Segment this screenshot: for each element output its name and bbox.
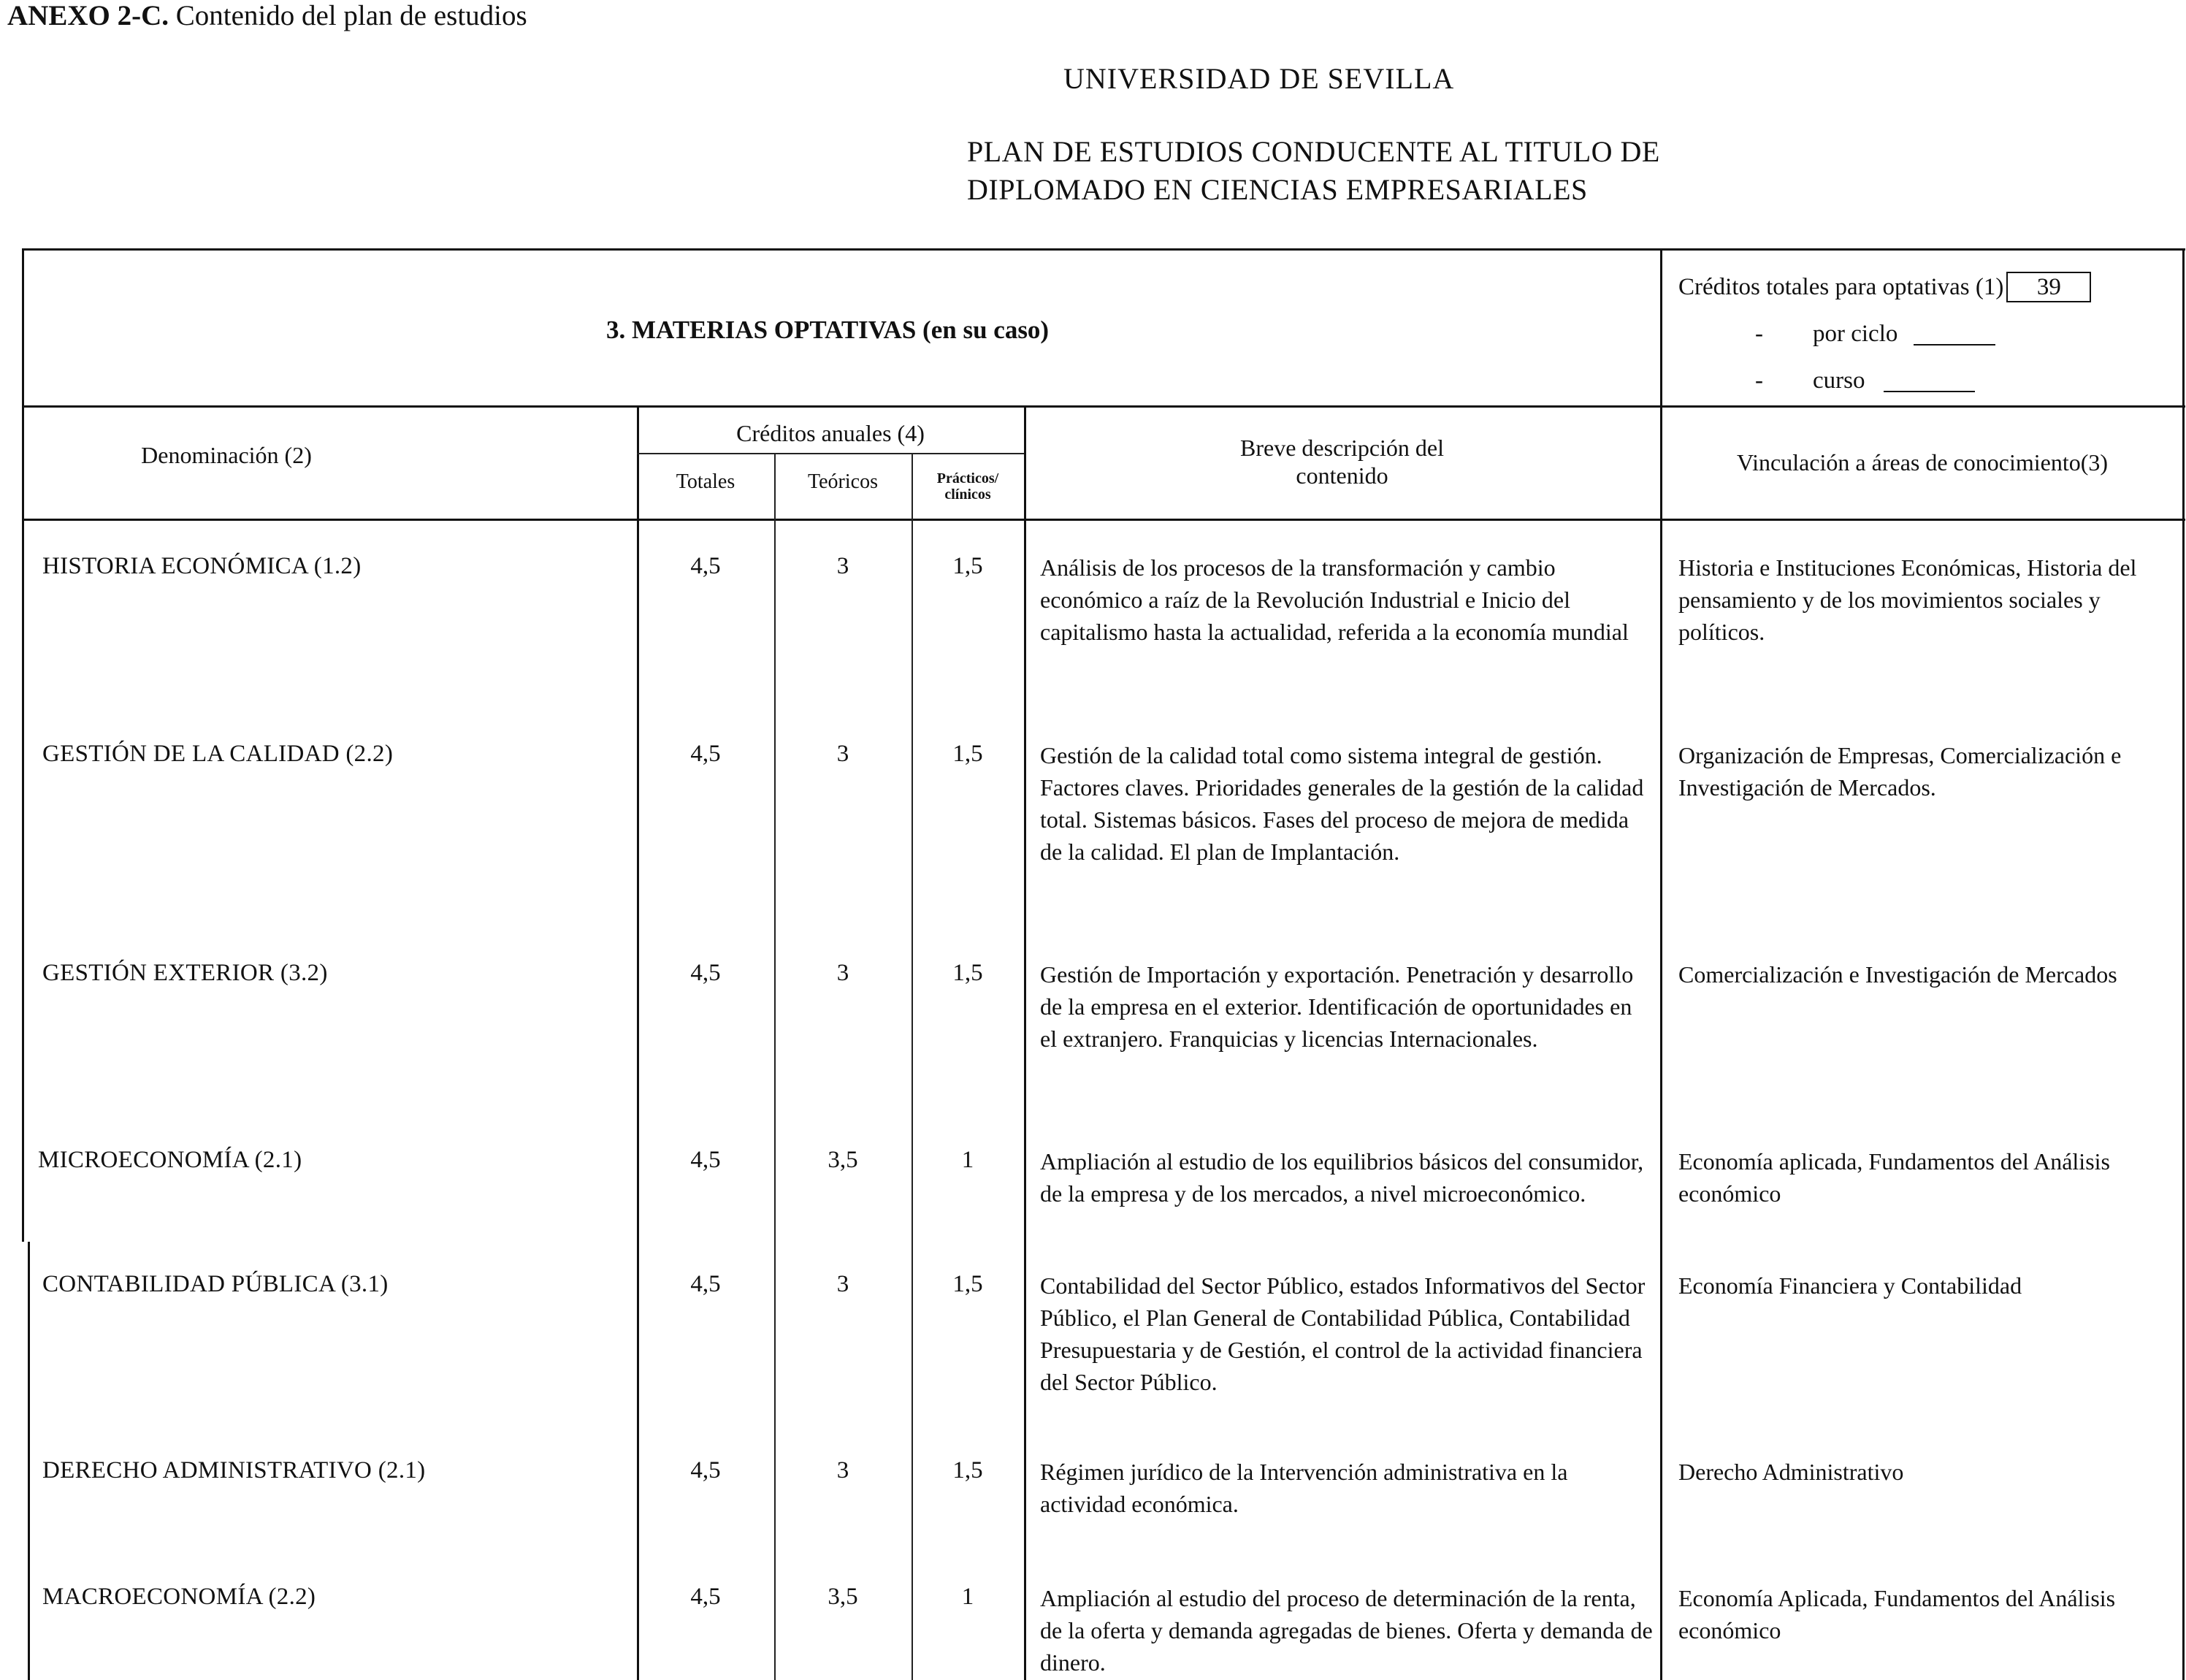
- course-blank: [1884, 369, 1975, 392]
- row-descripcion: Análisis de los procesos de la transformación y cambio económico a raíz de la Revolución Industrial e Inicio del capitalismo hasta la actualidad, referida a la economía mundial: [1040, 554, 1629, 645]
- row-practicos: 1,5: [952, 553, 983, 579]
- row-practicos: 1,5: [952, 1271, 983, 1297]
- course-dash: -: [1755, 367, 1763, 394]
- row-name: GESTIÓN DE LA CALIDAD (2.2): [42, 741, 394, 767]
- plan-title: [967, 133, 1660, 209]
- row-vinculacion: Organización de Empresas, Comercialización e Investigación de Mercados.: [1678, 742, 2122, 801]
- per-cycle-dash: -: [1755, 321, 1763, 347]
- row-totales: 4,5: [690, 553, 721, 579]
- row-name: GESTIÓN EXTERIOR (3.2): [42, 960, 328, 986]
- header-descripcion-line-1: Breve descripción del: [1240, 435, 1444, 461]
- row-descripcion: Contabilidad del Sector Público, estados Informativos del Sector Público, el Plan General de Contabilidad Pública, Contabilidad Presupuestaria y de Gestión, el control de la actividad financiera del Sector Público.: [1040, 1272, 1646, 1395]
- row-descripcion: Ampliación al estudio de los equilibrios básicos del consumidor, de la empresa y de los mercados, a nivel microeconómico.: [1040, 1148, 1644, 1207]
- header-creditos-anuales: Créditos anuales (4): [736, 420, 925, 446]
- row-teoricos: 3: [836, 1271, 849, 1297]
- credits-total-row: [1678, 261, 2091, 313]
- header-practicos-line-1: Prácticos/: [936, 470, 999, 486]
- column-header-bottom-border: [22, 519, 2185, 521]
- table-left-border-lower: [28, 1242, 30, 1680]
- column-divider-teoricos: [774, 453, 776, 1680]
- row-name: DERECHO ADMINISTRATIVO (2.1): [42, 1457, 426, 1484]
- row-totales: 4,5: [690, 741, 721, 767]
- per-cycle-blank: [1914, 322, 1995, 345]
- table-left-border: [22, 248, 24, 1242]
- credits-total-value: 39: [2006, 272, 2091, 302]
- row-vinculacion: Comercialización e Investigación de Mercados: [1678, 961, 2117, 988]
- row-vinculacion: Derecho Administrativo: [1678, 1459, 1904, 1485]
- row-teoricos: 3: [836, 741, 849, 767]
- header-teoricos: Teóricos: [807, 470, 878, 493]
- plan-title-line-2: DIPLOMADO EN CIENCIAS EMPRESARIALES: [967, 173, 1588, 206]
- row-totales: 4,5: [690, 960, 721, 986]
- creditos-subheader-line: [637, 453, 1024, 454]
- row-descripcion: Gestión de Importación y exportación. Penetración y desarrollo de la empresa en el exterior. Identificación de oportunidades en el extranjero. Franquicias y licencias Internacionales.: [1040, 961, 1634, 1052]
- plan-title-line-1: PLAN DE ESTUDIOS CONDUCENTE AL TITULO DE: [967, 135, 1660, 168]
- row-practicos: 1: [961, 1147, 974, 1173]
- credits-total-label: Créditos totales para optativas (1): [1678, 274, 2004, 300]
- annex-title: Contenido del plan de estudios: [169, 0, 527, 31]
- row-totales: 4,5: [690, 1147, 721, 1173]
- header-practicos-line-2: clínicos: [944, 486, 991, 503]
- column-divider-practicos: [912, 453, 913, 1680]
- row-teoricos: 3: [836, 960, 849, 986]
- annex-heading: [7, 0, 527, 32]
- per-cycle-row: [1678, 308, 2091, 359]
- header-totales: Totales: [676, 470, 735, 493]
- credits-summary: [1678, 261, 2091, 406]
- course-row: [1678, 355, 2091, 406]
- row-totales: 4,5: [690, 1457, 721, 1484]
- row-name: MICROECONOMÍA (2.1): [38, 1147, 302, 1173]
- row-vinculacion: Economía aplicada, Fundamentos del Análisis económico: [1678, 1148, 2110, 1207]
- row-teoricos: 3: [836, 1457, 849, 1484]
- section-title: 3. MATERIAS OPTATIVAS (en su caso): [606, 316, 1050, 344]
- row-name: HISTORIA ECONÓMICA (1.2): [42, 553, 362, 579]
- row-practicos: 1,5: [952, 1457, 983, 1484]
- row-name: MACROECONOMÍA (2.2): [42, 1584, 316, 1610]
- row-totales: 4,5: [690, 1584, 721, 1610]
- row-totales: 4,5: [690, 1271, 721, 1297]
- header-descripcion-line-2: contenido: [1296, 462, 1388, 489]
- row-descripcion: Régimen jurídico de la Intervención administrativa en la actividad económica.: [1040, 1459, 1568, 1517]
- row-teoricos: 3: [836, 553, 849, 579]
- table-top-border: [22, 248, 2185, 251]
- column-divider-descripcion: [1024, 405, 1026, 1680]
- header-vinculacion: Vinculación a áreas de conocimiento(3): [1736, 449, 2109, 476]
- row-practicos: 1,5: [952, 741, 983, 767]
- course-label: curso: [1813, 367, 1865, 394]
- university-name: UNIVERSIDAD DE SEVILLA: [1063, 62, 1455, 95]
- row-vinculacion: Economía Financiera y Contabilidad: [1678, 1272, 2022, 1299]
- row-descripcion: Ampliación al estudio del proceso de determinación de la renta, de la oferta y demanda agregadas de bienes. Oferta y demanda de dinero.: [1040, 1585, 1653, 1676]
- header-descripcion: [1024, 434, 1660, 489]
- row-teoricos: 3,5: [828, 1147, 858, 1173]
- column-divider-creditos: [637, 405, 639, 1680]
- row-practicos: 1: [961, 1584, 974, 1610]
- row-practicos: 1,5: [952, 960, 983, 986]
- row-teoricos: 3,5: [828, 1584, 858, 1610]
- per-cycle-label: por ciclo: [1813, 321, 1898, 347]
- row-name: CONTABILIDAD PÚBLICA (3.1): [42, 1271, 389, 1297]
- header-practicos: [912, 470, 1024, 503]
- row-descripcion: Gestión de la calidad total como sistema integral de gestión. Factores claves. Prioridades generales de la gestión de la calidad total. Sistemas básicos. Fases del proceso de mejora de medida de la calidad. El plan de Implantación.: [1040, 742, 1644, 865]
- table-right-border: [2182, 248, 2185, 1680]
- annex-label: ANEXO 2-C.: [7, 0, 169, 31]
- row-vinculacion: Historia e Instituciones Económicas, Historia del pensamiento y de los movimientos sociales y políticos.: [1678, 554, 2137, 645]
- header-denominacion: Denominación (2): [141, 442, 312, 468]
- row-vinculacion: Economía Aplicada, Fundamentos del Análisis económico: [1678, 1585, 2116, 1643]
